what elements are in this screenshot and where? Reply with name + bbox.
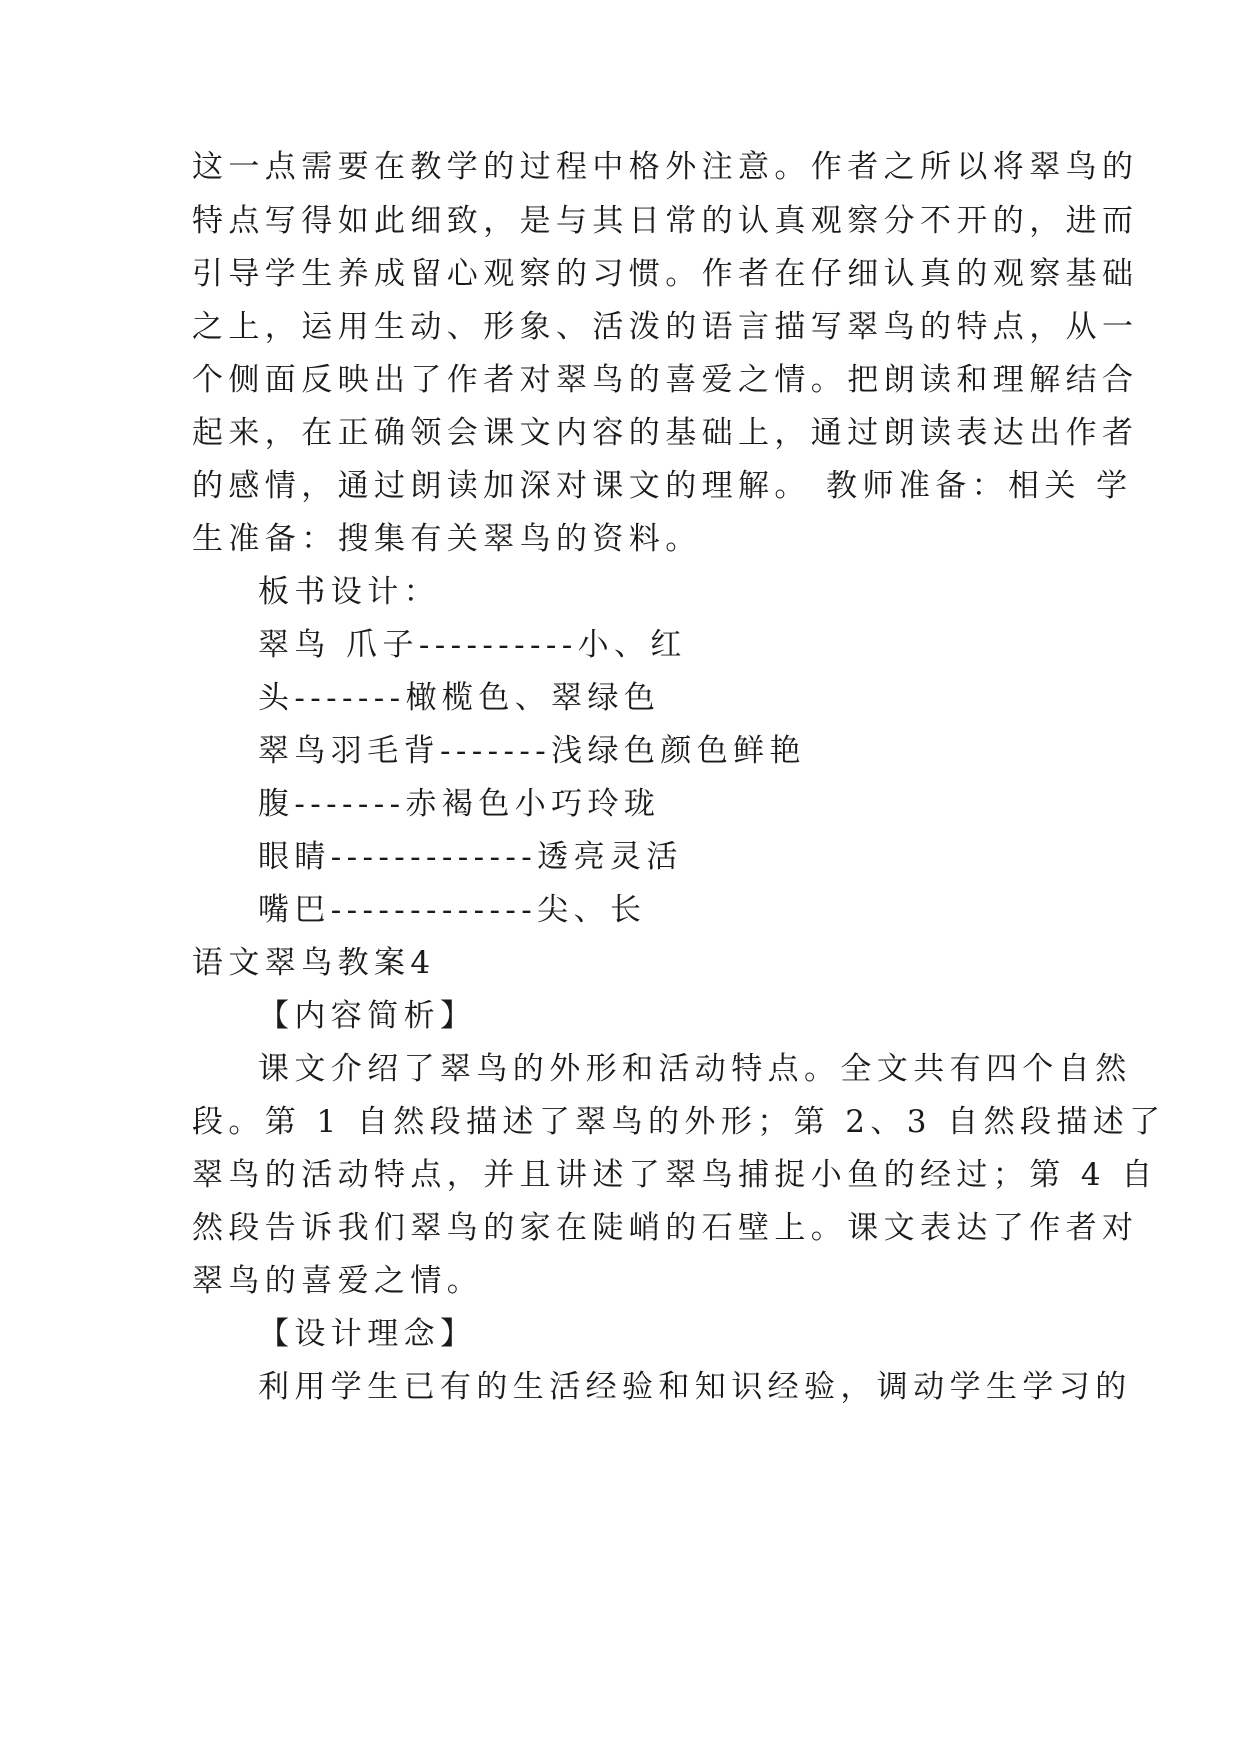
board-design-line: 嘴巴-------------尖、长	[258, 892, 647, 928]
content-summary-heading: 【内容简析】	[258, 998, 477, 1034]
paragraph-line: 个侧面反映出了作者对翠鸟的喜爱之情。把朗读和理解结合	[192, 362, 1139, 398]
paragraph-line: 课文介绍了翠鸟的外形和活动特点。全文共有四个自然	[258, 1051, 1132, 1087]
paragraph-line: 的感情，通过朗读加深对课文的理解。 教师准备：相关 学	[192, 468, 1133, 504]
board-design-heading: 板书设计：	[258, 574, 440, 610]
paragraph-line: 特点写得如此细致，是与其日常的认真观察分不开的，进而	[192, 203, 1139, 239]
paragraph-line: 这一点需要在教学的过程中格外注意。作者之所以将翠鸟的	[192, 149, 1139, 185]
paragraph-line: 段。第 1 自然段描述了翠鸟的外形；第 2、3 自然段描述了	[192, 1104, 1166, 1140]
paragraph-line: 利用学生已有的生活经验和知识经验，调动学生学习的	[258, 1369, 1132, 1405]
paragraph-line: 然段告诉我们翠鸟的家在陡峭的石壁上。课文表达了作者对	[192, 1210, 1139, 1246]
paragraph-line: 翠鸟的喜爱之情。	[192, 1263, 484, 1299]
board-design-line: 腹-------赤褐色小巧玲珑	[258, 786, 661, 822]
paragraph-line: 起来，在正确领会课文内容的基础上，通过朗读表达出作者	[192, 415, 1139, 451]
board-design-line: 翠鸟 爪子----------小、红	[258, 627, 687, 663]
board-design-line: 翠鸟羽毛背-------浅绿色颜色鲜艳	[258, 733, 806, 769]
section-title: 语文翠鸟教案4	[192, 945, 436, 981]
design-concept-heading: 【设计理念】	[258, 1316, 477, 1352]
board-design-line: 头-------橄榄色、翠绿色	[258, 680, 661, 716]
paragraph-line: 之上，运用生动、形象、活泼的语言描写翠鸟的特点，从一	[192, 309, 1139, 345]
paragraph-line: 引导学生养成留心观察的习惯。作者在仔细认真的观察基础	[192, 256, 1139, 292]
board-design-line: 眼睛-------------透亮灵活	[258, 839, 683, 875]
paragraph-line: 生准备：搜集有关翠鸟的资料。	[192, 521, 702, 557]
paragraph-line: 翠鸟的活动特点，并且讲述了翠鸟捕捉小鱼的经过；第 4 自	[192, 1157, 1158, 1193]
